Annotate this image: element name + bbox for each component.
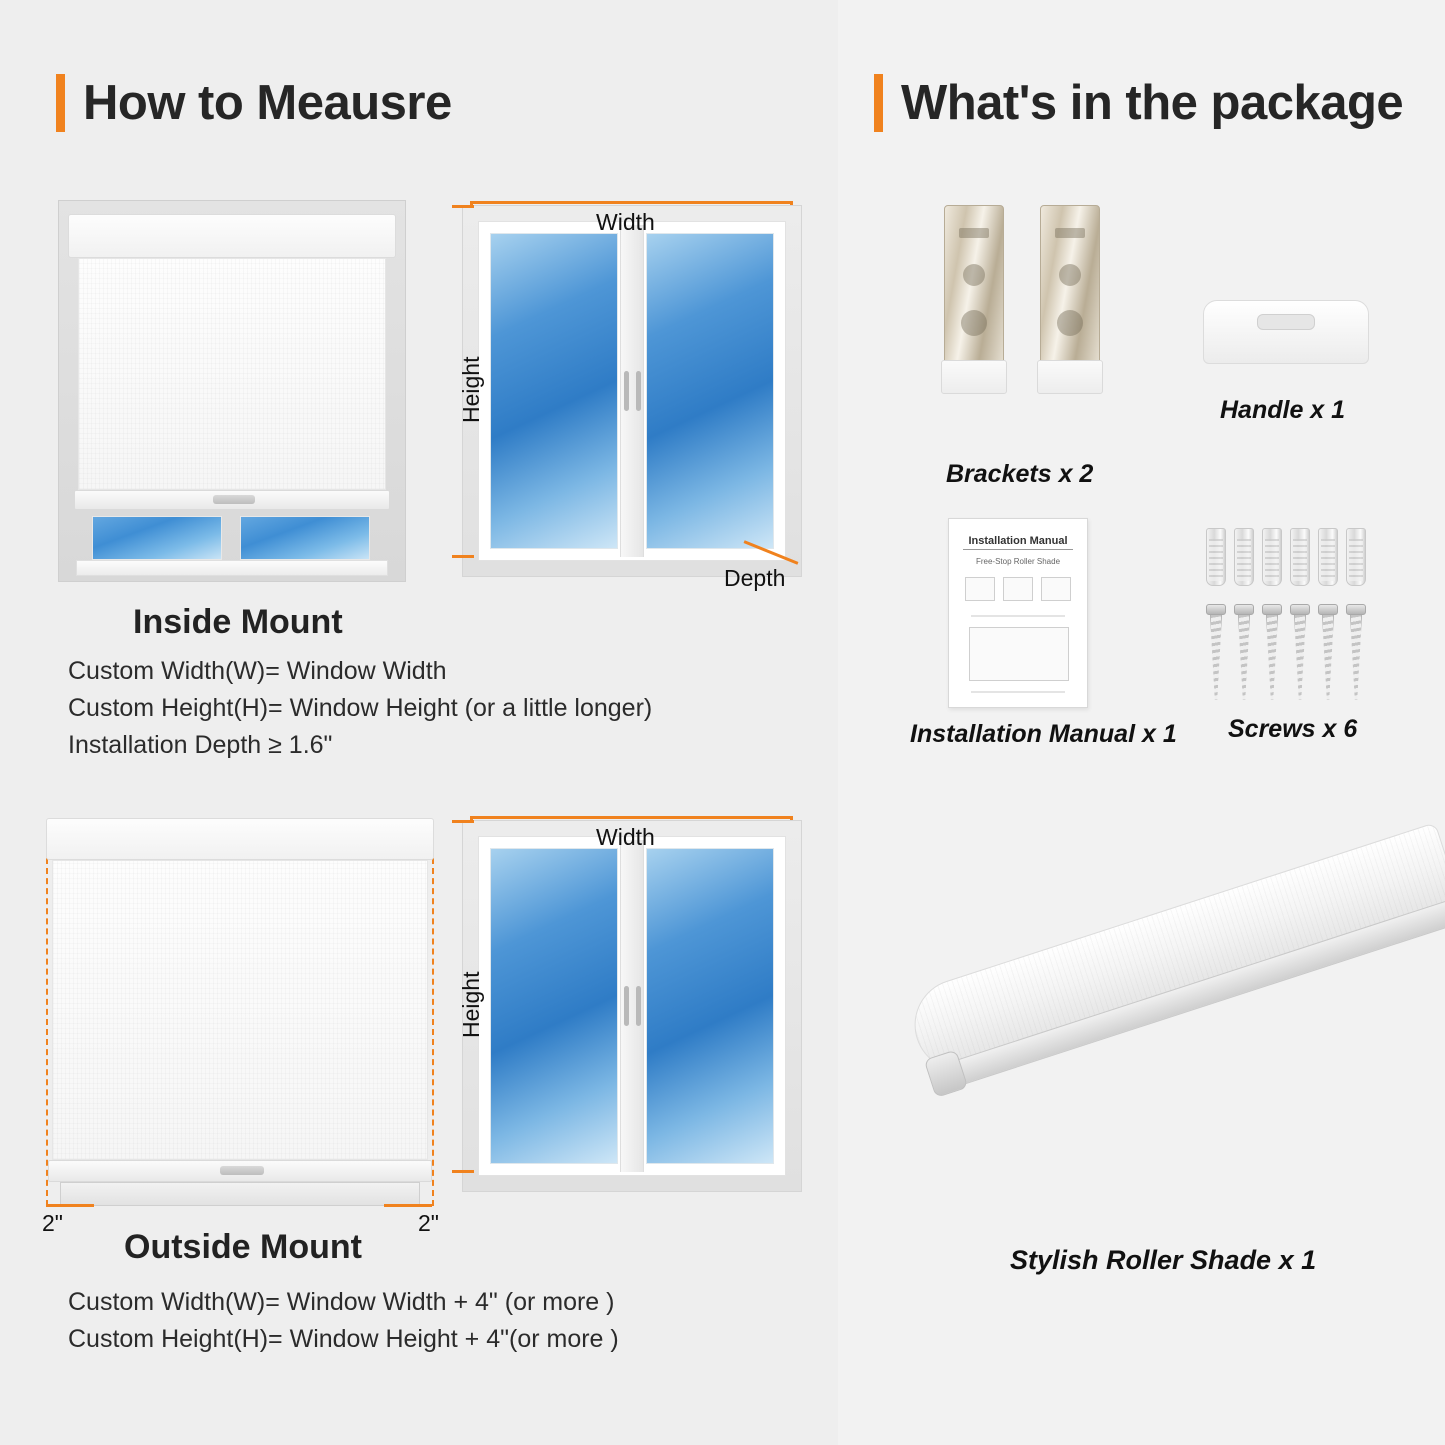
height-tick-bottom — [452, 555, 474, 558]
outside-mount-measure-diagram — [452, 810, 812, 1210]
manual-cover-subtitle: Free-Stop Roller Shade — [975, 557, 1061, 566]
screw-head-6 — [1346, 604, 1366, 615]
outside-window-frame — [60, 1182, 420, 1206]
screw-shaft-1 — [1210, 615, 1222, 700]
screw-shaft-5 — [1322, 615, 1334, 700]
outside-mount-instructions — [68, 1284, 619, 1358]
anchor-ribs-4 — [1293, 539, 1307, 581]
shade-fabric — [78, 258, 386, 490]
outside-measure-pane-left — [488, 846, 620, 1166]
measure-pane-right — [644, 231, 776, 551]
wall-anchor-4 — [1290, 528, 1310, 586]
inside-line-2: Custom Height(H)= Window Height (or a little longer) — [68, 694, 653, 722]
outside-left-extension-guide — [46, 858, 48, 1206]
outside-mount-title: Outside Mount — [124, 1228, 362, 1266]
anchor-ribs-1 — [1209, 539, 1223, 581]
shade-pull-handle — [213, 495, 255, 504]
outside-window-handle-right — [636, 986, 641, 1026]
package-contents-panel — [838, 0, 1445, 1445]
how-to-measure-title: How to Meausre — [83, 76, 452, 130]
manual-cover-illustration — [969, 627, 1069, 681]
wall-anchor-1 — [1206, 528, 1226, 586]
window-handle-left — [624, 371, 629, 411]
outside-left-margin-label: 2" — [42, 1210, 63, 1236]
handle-illustration — [1203, 300, 1373, 370]
manual-cover-title: Installation Manual — [963, 535, 1073, 550]
outside-height-tick-bottom — [452, 1170, 474, 1173]
depth-label: Depth — [724, 565, 786, 591]
height-label: Height — [458, 356, 484, 423]
width-label: Width — [596, 209, 655, 235]
anchor-ribs-6 — [1349, 539, 1363, 581]
outside-mount-shade-illustration — [40, 810, 440, 1236]
outside-right-margin-label: 2" — [418, 1210, 439, 1236]
inside-mount-shade-illustration — [58, 200, 406, 582]
screw-shaft-2 — [1238, 615, 1250, 700]
screw-2 — [1236, 604, 1252, 700]
window-sill — [76, 560, 388, 576]
outside-width-label: Width — [596, 824, 655, 850]
outside-shade-fabric — [52, 860, 428, 1160]
wall-anchor-6 — [1346, 528, 1366, 586]
manual-cover-figure-1 — [965, 577, 995, 601]
screw-6 — [1348, 604, 1364, 700]
accent-bar-right — [874, 74, 883, 132]
outside-height-tick-top — [452, 820, 474, 823]
inside-mount-title: Inside Mount — [133, 603, 343, 641]
screws-illustration — [1206, 528, 1376, 698]
screw-head-4 — [1290, 604, 1310, 615]
inside-mount-measure-diagram — [452, 195, 812, 595]
manual-caption: Installation Manual x 1 — [910, 720, 1177, 748]
window-glass-left — [92, 516, 222, 560]
outside-shade-valance — [46, 818, 434, 860]
screw-1 — [1208, 604, 1224, 700]
outside-width-line — [470, 816, 793, 819]
bracket2-slot-c — [1057, 310, 1083, 336]
wall-anchor-5 — [1318, 528, 1338, 586]
anchor-ribs-3 — [1265, 539, 1279, 581]
how-to-measure-heading — [56, 74, 452, 132]
outside-right-extension-guide — [432, 858, 434, 1206]
outside-measure-pane-right — [644, 846, 776, 1166]
outside-line-1: Custom Width(W)= Window Width + 4" (or more ) — [68, 1288, 615, 1316]
package-heading — [874, 74, 1403, 132]
installation-manual-illustration — [948, 518, 1088, 708]
width-line — [470, 201, 793, 204]
bracket-1 — [944, 205, 1004, 375]
wall-anchor-3 — [1262, 528, 1282, 586]
handle-body — [1203, 300, 1369, 364]
accent-bar — [56, 74, 65, 132]
bracket-base-1 — [941, 360, 1007, 394]
manual-cover-figure-2 — [1003, 577, 1033, 601]
screw-shaft-4 — [1294, 615, 1306, 700]
screw-shaft-3 — [1266, 615, 1278, 700]
inside-line-1: Custom Width(W)= Window Width — [68, 657, 447, 685]
bracket-slot-b — [963, 264, 985, 286]
screw-3 — [1264, 604, 1280, 700]
screw-5 — [1320, 604, 1336, 700]
roller-shade-illustration — [903, 816, 1445, 1214]
height-tick-top — [452, 205, 474, 208]
window-glass-right — [240, 516, 370, 560]
anchor-ribs-5 — [1321, 539, 1335, 581]
screw-head-3 — [1262, 604, 1282, 615]
outside-left-dim-tick — [46, 1204, 94, 1207]
screw-head-5 — [1318, 604, 1338, 615]
wall-anchor-2 — [1234, 528, 1254, 586]
inside-mount-instructions — [68, 653, 652, 764]
outside-window-handle-left — [624, 986, 629, 1026]
bracket2-slot-b — [1059, 264, 1081, 286]
roller-shade-caption: Stylish Roller Shade x 1 — [1010, 1245, 1317, 1275]
bracket-slot-c — [961, 310, 987, 336]
screw-head-2 — [1234, 604, 1254, 615]
outside-shade-pull-handle — [220, 1166, 264, 1175]
bracket-base-2 — [1037, 360, 1103, 394]
screws-caption: Screws x 6 — [1228, 715, 1358, 743]
bracket2-slot-a — [1055, 228, 1085, 238]
window-handle-right — [636, 371, 641, 411]
brackets-caption: Brackets x 2 — [946, 460, 1094, 488]
outside-line-2: Custom Height(H)= Window Height + 4"(or more ) — [68, 1325, 619, 1353]
screw-head-1 — [1206, 604, 1226, 615]
anchor-ribs-2 — [1237, 539, 1251, 581]
outside-height-label: Height — [458, 971, 484, 1038]
shade-valance — [68, 214, 396, 258]
brackets-illustration — [938, 205, 1118, 405]
package-title: What's in the package — [901, 76, 1404, 130]
screw-shaft-6 — [1350, 615, 1362, 700]
bracket-slot-a — [959, 228, 989, 238]
measure-pane-left — [488, 231, 620, 551]
handle-caption: Handle x 1 — [1220, 396, 1346, 424]
manual-cover-rule-1 — [971, 615, 1065, 617]
inside-line-3: Installation Depth ≥ 1.6" — [68, 731, 333, 759]
bracket-2 — [1040, 205, 1100, 375]
manual-cover-figure-3 — [1041, 577, 1071, 601]
screw-4 — [1292, 604, 1308, 700]
handle-grip-slot — [1257, 314, 1315, 330]
manual-cover-rule-2 — [971, 691, 1065, 693]
outside-right-dim-tick — [384, 1204, 432, 1207]
